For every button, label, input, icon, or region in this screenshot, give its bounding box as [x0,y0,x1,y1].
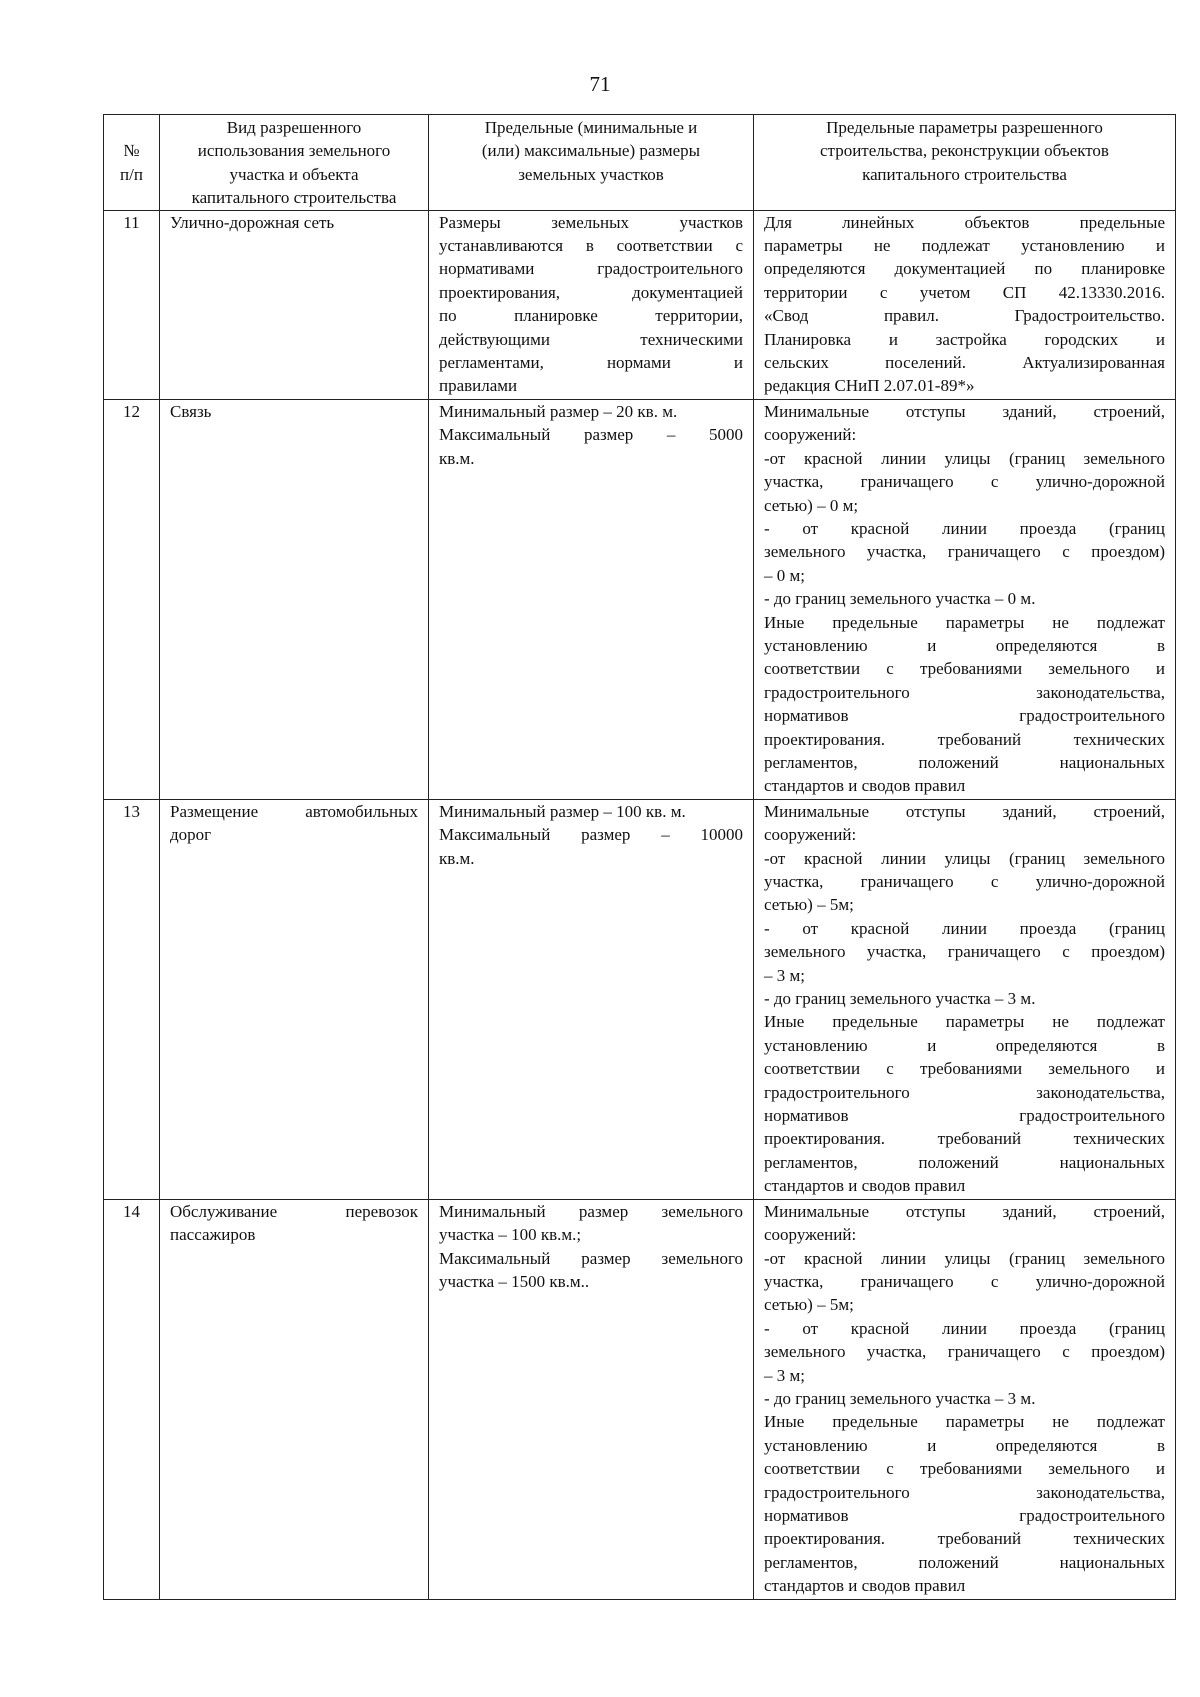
cell-text-line: соответствии с требованиями земельного и [764,1059,1165,1079]
row-number-cell: 14 [104,1199,160,1599]
cell-text-line: - до границ земельного участка – 3 м. [764,1388,1036,1408]
cell-text-line: установлению и определяются в [764,1435,1165,1455]
cell-text-line: Иные предельные параметры не подлежат [764,612,1165,632]
cell-text-line: участка, граничащего с улично-дорожной [764,1271,1165,1291]
cell-text-line: участка – 1500 кв.м.. [439,1271,590,1291]
cell-text-line: регламентов, положений национальных [764,1552,1165,1572]
cell-text-line: земельного участка, граничащего с проездом) [764,542,1165,562]
use-kind-cell [160,210,429,399]
cell-text-line: – 3 м; [764,1365,805,1385]
cell-text-line: - до границ земельного участка – 3 м. [764,989,1036,1009]
header-line: капитального строительства [191,188,397,208]
table-row [104,210,1176,399]
construction-params-cell [754,1199,1176,1599]
cell-text-line: нормативов градостроительного [764,706,1165,726]
cell-text-line: установлению и определяются в [764,635,1165,655]
header-line: Предельные (минимальные и [484,118,698,137]
table-row [104,1199,1176,1599]
cell-text-line: пассажиров [170,1225,256,1245]
cell-text-line: - от красной линии проезда (границ [764,1318,1165,1338]
cell-text-line: Максимальный размер – 5000 [439,425,743,445]
cell-text-line: редакция СНиП 2.07.01-89*» [764,376,975,396]
cell-text-line: проектирования. требований технических [764,729,1165,749]
cell-text-line: Минимальный размер – 100 кв. м. [439,801,686,821]
header-plot-size [429,115,754,211]
cell-text-line: Для линейных объектов предельные [764,212,1165,232]
header-construction-params [754,115,1176,211]
land-use-table [103,114,1176,1600]
cell-text-line: нормативов градостроительного [764,1505,1165,1525]
cell-text-line: сооружений: [764,825,857,845]
header-line: земельных участков [518,164,664,184]
use-kind-cell [160,799,429,1199]
cell-text-line: сельских поселений. Актуализированная [764,353,1165,373]
cell-text-line: соответствии с требованиями земельного и [764,659,1165,679]
plot-size-cell [429,210,754,399]
header-number [104,115,160,211]
header-line: участка и объекта [229,164,359,184]
cell-text-line: определяются документацией по планировке [764,259,1165,279]
cell-text-line: сооружений: [764,1225,857,1245]
construction-params-cell [754,799,1176,1199]
cell-text-line: участка, граничащего с улично-дорожной [764,472,1165,492]
header-line: (или) максимальные) размеры [481,141,701,161]
cell-text-line: сетью) – 5м; [764,1295,854,1315]
cell-text-line: стандартов и сводов правил [764,776,966,796]
table-header-row [104,115,1176,211]
cell-text-line: соответствии с требованиями земельного и [764,1459,1165,1479]
cell-text-line: нормативами градостроительного [439,259,743,279]
cell-text-line: – 3 м; [764,965,805,985]
cell-text-line: территории с учетом СП 42.13330.2016. [764,282,1165,302]
cell-text-line: земельного участка, граничащего с проездом) [764,942,1165,962]
cell-text-line: правилами [439,376,518,396]
cell-text-line: кв.м. [439,848,475,868]
cell-text-line: регламентов, положений национальных [764,1152,1165,1172]
cell-text-line: Максимальный размер – 10000 [439,825,743,845]
plot-size-cell [429,399,754,799]
row-number-cell: 11 [104,210,160,399]
row-number-cell: 12 [104,399,160,799]
cell-text-line: стандартов и сводов правил [764,1176,966,1196]
cell-text-line: Планировка и застройка городских и [764,329,1165,349]
cell-text-line: -от красной линии улицы (границ земельного [764,448,1165,468]
cell-text-line: Иные предельные параметры не подлежат [764,1412,1165,1432]
header-use-kind [160,115,429,211]
cell-text-line: - от красной линии проезда (границ [764,918,1165,938]
cell-text-line: кв.м. [439,448,475,468]
cell-text-line: нормативов градостроительного [764,1106,1165,1126]
cell-text-line: Максимальный размер земельного [439,1248,743,1268]
cell-text-line: параметры не подлежат установлению и [764,236,1165,256]
cell-text-line: -от красной линии улицы (границ земельного [764,848,1165,868]
use-kind-cell [160,399,429,799]
cell-text-line: дорог [170,825,212,845]
construction-params-cell [754,210,1176,399]
cell-text-line: проектирования. требований технических [764,1129,1165,1149]
header-line: п/п [120,164,143,184]
cell-text-line: Улично-дорожная сеть [170,212,335,232]
cell-text-line: Минимальные отступы зданий, строений, [764,1201,1165,1221]
cell-text-line: «Свод правил. Градостроительство. [764,306,1165,326]
header-line: капитального строительства [862,164,1067,184]
cell-text-line: Обслуживание перевозок [170,1201,418,1221]
cell-text-line: Минимальный размер земельного [439,1201,743,1221]
cell-text-line: установлению и определяются в [764,1035,1165,1055]
page-number: 71 [589,72,611,96]
cell-text-line: - от красной линии проезда (границ [764,518,1165,538]
header-line: Предельные параметры разрешенного [826,118,1103,137]
cell-text-line: градостроительного законодательства, [764,682,1165,702]
table-row [104,399,1176,799]
table-row [104,799,1176,1199]
cell-text-line: по планировке территории, [439,306,743,326]
plot-size-cell [429,1199,754,1599]
cell-text-line: регламентов, положений национальных [764,752,1165,772]
cell-text-line: Минимальные отступы зданий, строений, [764,401,1165,421]
header-line: строительства, реконструкции объектов [820,141,1109,161]
header-line: использования земельного [197,141,391,161]
cell-text-line: – 0 м; [764,565,805,585]
table-body [104,210,1176,1599]
cell-text-line: Иные предельные параметры не подлежат [764,1012,1165,1032]
cell-text-line: устанавливаются в соответствии с [439,236,743,256]
cell-text-line: Минимальный размер – 20 кв. м. [439,401,678,421]
cell-text-line: земельного участка, граничащего с проездом) [764,1342,1165,1362]
cell-text-line: проектирования, документацией [439,282,743,302]
cell-text-line: сетью) – 5м; [764,895,854,915]
cell-text-line: действующими техническими [439,329,743,349]
header-line: Вид разрешенного [226,118,362,137]
cell-text-line: градостроительного законодательства, [764,1082,1165,1102]
cell-text-line: Размещение автомобильных [170,801,418,821]
cell-text-line: сетью) – 0 м; [764,495,859,515]
cell-text-line: сооружений: [764,425,857,445]
cell-text-line: регламентами, нормами и [439,353,743,373]
cell-text-line: участка – 100 кв.м.; [439,1225,582,1245]
row-number-cell: 13 [104,799,160,1199]
cell-text-line: - до границ земельного участка – 0 м. [764,589,1036,609]
cell-text-line: стандартов и сводов правил [764,1576,966,1596]
cell-text-line: Размеры земельных участков [439,212,743,232]
header-line: № [123,141,140,161]
cell-text-line: градостроительного законодательства, [764,1482,1165,1502]
use-kind-cell [160,1199,429,1599]
cell-text-line: участка, граничащего с улично-дорожной [764,872,1165,891]
cell-text-line: проектирования. требований технических [764,1529,1165,1549]
cell-text-line: Минимальные отступы зданий, строений, [764,801,1165,821]
construction-params-cell [754,399,1176,799]
cell-text-line: -от красной линии улицы (границ земельного [764,1248,1165,1268]
cell-text-line: Связь [170,401,212,421]
plot-size-cell [429,799,754,1199]
